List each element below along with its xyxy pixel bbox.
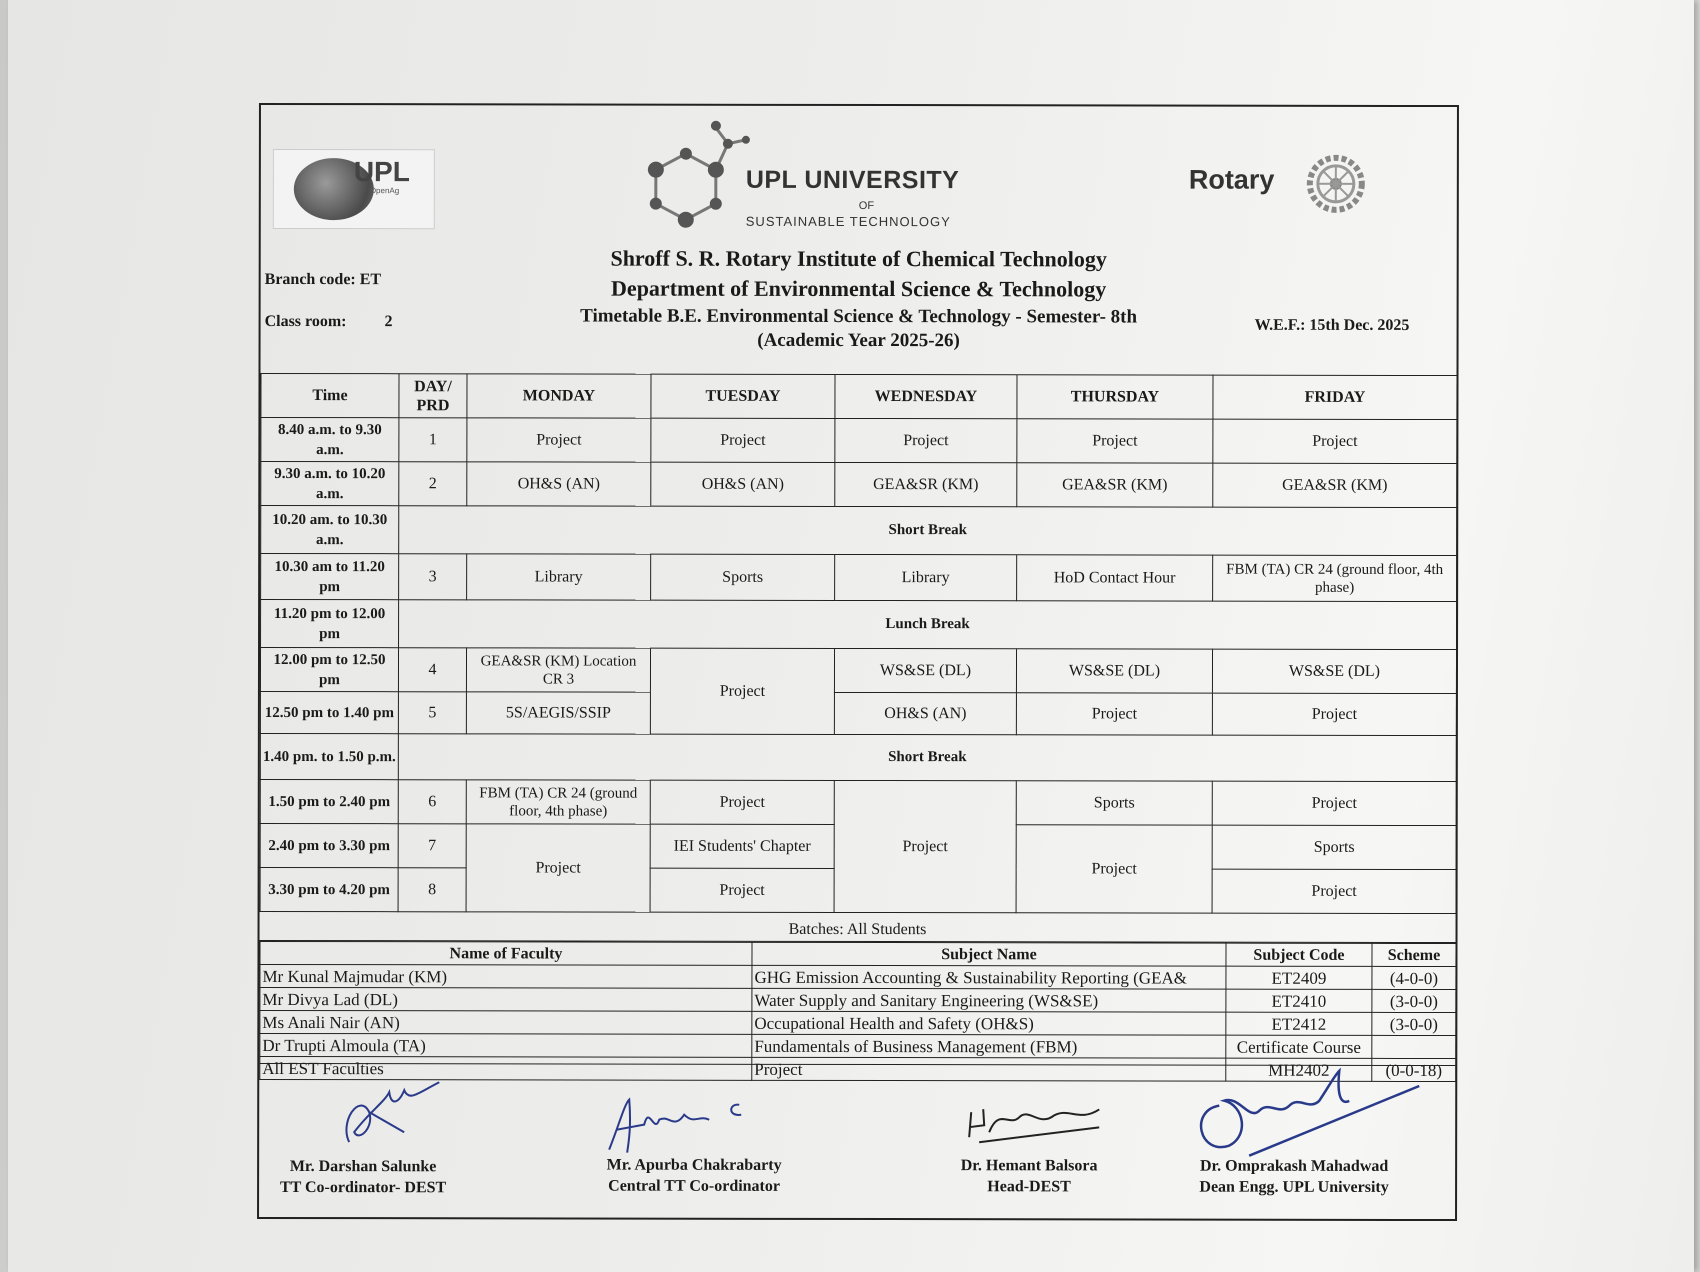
period-row [261,417,1457,463]
subject-name-header: Subject Name [752,942,1226,966]
tuesday-cell: Project [650,780,834,824]
friday-cell: FBM (TA) CR 24 (ground floor, 4th phase) [1213,555,1457,601]
signatory-2 [589,1155,799,1197]
time-cell: 8.40 a.m. to 9.30 a.m. [261,417,399,461]
tuesday-cell: Project [650,868,834,912]
tuesday-cell: OH&S (AN) [651,462,835,506]
short-break-label: Short Break [398,734,1456,782]
faculty-name: Ms Anali Nair (AN) [260,1010,752,1034]
friday-cell: GEA&SR (KM) [1213,463,1457,507]
time-cell: 11.20 pm to 12.00 pm [261,599,399,647]
period-number: 5 [398,692,466,734]
time-cell: 12.00 pm to 12.50 pm [260,647,398,691]
monday-header: MONDAY [467,374,651,418]
branch-code: Branch code: ET [264,270,382,289]
friday-cell: Project [1212,869,1456,913]
subject-name: GHG Emission Accounting & Sustainability Reporting (GEA& [752,965,1226,989]
subject-code-header: Subject Code [1226,943,1372,966]
scheme: (3-0-0) [1372,1012,1456,1035]
signatory-role: Dean Engg. UPL University [1199,1178,1389,1196]
break-row [261,505,1457,555]
friday-cell: WS&SE (DL) [1212,649,1456,693]
period-number: 7 [398,824,466,868]
monday-cell: OH&S (AN) [467,462,651,506]
wednesday-header: WEDNESDAY [835,374,1017,418]
time-cell: 1.50 pm to 2.40 pm [260,779,398,823]
rotary-wheel-icon [1305,153,1367,215]
subject-name: Water Supply and Sanitary Engineering (WS&SE) [752,988,1226,1012]
time-cell: 3.30 pm to 4.20 pm [260,867,398,911]
subject-code: MH2402 [1226,1058,1372,1081]
thursday-cell: Sports [1016,781,1212,825]
academic-year: (Academic Year 2025-26) [757,329,960,352]
tuesday-header: TUESDAY [651,374,835,418]
wednesday-cell: Project [835,418,1017,462]
subject-name: Occupational Health and Safety (OH&S) [752,1011,1226,1035]
timetable-title: Timetable B.E. Environmental Science & Technology - Semester- 8th [580,305,1138,328]
friday-cell: Project [1213,419,1457,463]
thursday-cell: WS&SE (DL) [1016,649,1212,693]
faculty-name-header: Name of Faculty [260,941,752,965]
thursday-cell: HoD Contact Hour [1017,555,1213,601]
monday-cell: FBM (TA) CR 24 (ground floor, 4th phase) [466,780,650,824]
scheme: (0-0-18) [1372,1058,1456,1081]
wef-date: W.E.F.: 15th Dec. 2025 [1254,316,1410,334]
wednesday-cell: OH&S (AN) [834,692,1016,734]
subject-code: ET2409 [1226,966,1372,989]
scheme: (3-0-0) [1372,989,1456,1012]
tuesday-cell: IEI Students' Chapter [650,824,834,868]
faculty-name: Mr Kunal Majmudar (KM) [260,964,752,988]
university-of: OF [858,200,875,213]
signature-scrawl-1 [329,1072,449,1152]
monday-cell: 5S/AEGIS/SSIP [466,692,650,734]
faculty-name: All EST Faculties [260,1056,752,1080]
wednesday-cell: GEA&SR (KM) [835,462,1017,506]
table-row [260,987,1456,1012]
wednesday-cell: Project [834,780,1016,912]
upl-logo-text: UPL [353,156,410,188]
subject-name: Fundamentals of Business Management (FBM) [752,1034,1226,1058]
subject-code: ET2412 [1226,1012,1372,1035]
signature-area [259,1063,1455,1221]
period-number: 1 [399,418,467,462]
scheme-header: Scheme [1372,943,1456,966]
period-number: 6 [398,780,466,824]
subject-code: ET2410 [1226,989,1372,1012]
monday-cell: Library [467,554,651,600]
time-cell: 9.30 a.m. to 10.20 a.m. [261,461,399,505]
tuesday-cell: Project [651,418,835,462]
friday-header: FRIDAY [1213,375,1457,419]
period-number: 4 [398,648,466,692]
timetable-grid [260,373,1458,914]
molecule-icon [646,114,756,232]
signature-scrawl-2 [599,1085,769,1155]
rotary-text: Rotary [1188,164,1275,195]
institute-name: Shroff S. R. Rotary Institute of Chemical Technology [610,245,1107,272]
class-room-value: 2 [384,313,393,331]
batches-line: Batches: All Students [260,918,1456,943]
wednesday-cell: Library [835,554,1017,600]
paper-sheet [8,0,1694,1272]
signature-scrawl-3 [959,1087,1109,1157]
signatory-role: Head-DEST [987,1178,1071,1196]
class-room [265,313,393,331]
thursday-cell: Project [1016,693,1212,735]
document-header [261,105,1457,375]
break-row [260,733,1456,781]
signatory-role: TT Co-ordinator- DEST [279,1178,447,1197]
time-cell: 10.30 am to 11.20 pm [261,553,399,599]
signatory-4 [1179,1156,1409,1198]
friday-cell: Project [1212,781,1456,825]
signatory-name: Mr. Apurba Chakrabarty [606,1156,782,1174]
university-subtitle: SUSTAINABLE TECHNOLOGY [745,213,951,230]
subject-code: Certificate Course [1226,1035,1372,1058]
period-number: 3 [399,554,467,600]
monday-cell: Project [466,824,650,912]
signatory-role: Central TT Co-ordinator [608,1177,781,1195]
class-room-label: Class room: [264,312,347,331]
period-row [260,691,1456,735]
table-row [260,1010,1456,1035]
thursday-header: THURSDAY [1017,375,1213,419]
signatory-name: Dr. Hemant Balsora [960,1157,1098,1175]
tuesday-cell: Project [650,648,834,734]
lunch-break-label: Lunch Break [399,600,1457,650]
thursday-cell: Project [1017,419,1213,463]
faculty-name: Dr Trupti Almoula (TA) [260,1033,752,1057]
scheme: (4-0-0) [1372,966,1456,989]
period-number: 2 [399,462,467,506]
upl-logo [273,149,435,229]
friday-cell: Project [1212,693,1456,735]
time-cell: 10.20 am. to 10.30 a.m. [261,505,399,553]
period-row [260,647,1456,693]
monday-cell: Project [467,418,651,462]
day-prd-header: DAY/ PRD [399,374,467,418]
friday-cell: Sports [1212,825,1456,869]
upl-logo-subtext: OpenAg [369,186,400,196]
university-logo [646,114,1006,233]
period-row [261,553,1457,601]
signatory-name: Dr. Omprakash Mahadwad [1199,1157,1389,1175]
short-break-label: Short Break [399,506,1457,556]
faculty-name: Mr Divya Lad (DL) [260,987,752,1011]
signatory-1 [263,1156,463,1198]
timetable-document [257,103,1459,1221]
table-row [260,1033,1456,1058]
department-name: Department of Environmental Science & Technology [611,275,1107,302]
thursday-cell: Project [1016,825,1212,913]
signature-scrawl-4 [1189,1066,1429,1161]
thursday-cell: GEA&SR (KM) [1017,463,1213,507]
signatory-name: Mr. Darshan Salunke [289,1158,437,1176]
break-row [261,599,1457,649]
faculty-table [259,941,1456,1082]
period-row [260,779,1456,825]
time-cell: 2.40 pm to 3.30 pm [260,823,398,867]
period-number: 8 [398,868,466,912]
faculty-header-row [260,941,1456,966]
university-name: UPL UNIVERSITY [745,165,960,195]
timetable-header-row [261,373,1457,419]
monday-cell: GEA&SR (KM) Location CR 3 [466,648,650,692]
table-row [260,964,1456,989]
scheme [1372,1035,1456,1058]
time-cell: 1.40 pm. to 1.50 p.m. [260,733,398,779]
tuesday-cell: Sports [651,554,835,600]
time-cell: 12.50 pm to 1.40 pm [260,691,398,733]
period-row [261,461,1457,507]
subject-name: Project [752,1057,1226,1081]
wednesday-cell: WS&SE (DL) [834,648,1016,692]
time-header: Time [261,373,399,417]
signatory-3 [949,1155,1109,1197]
